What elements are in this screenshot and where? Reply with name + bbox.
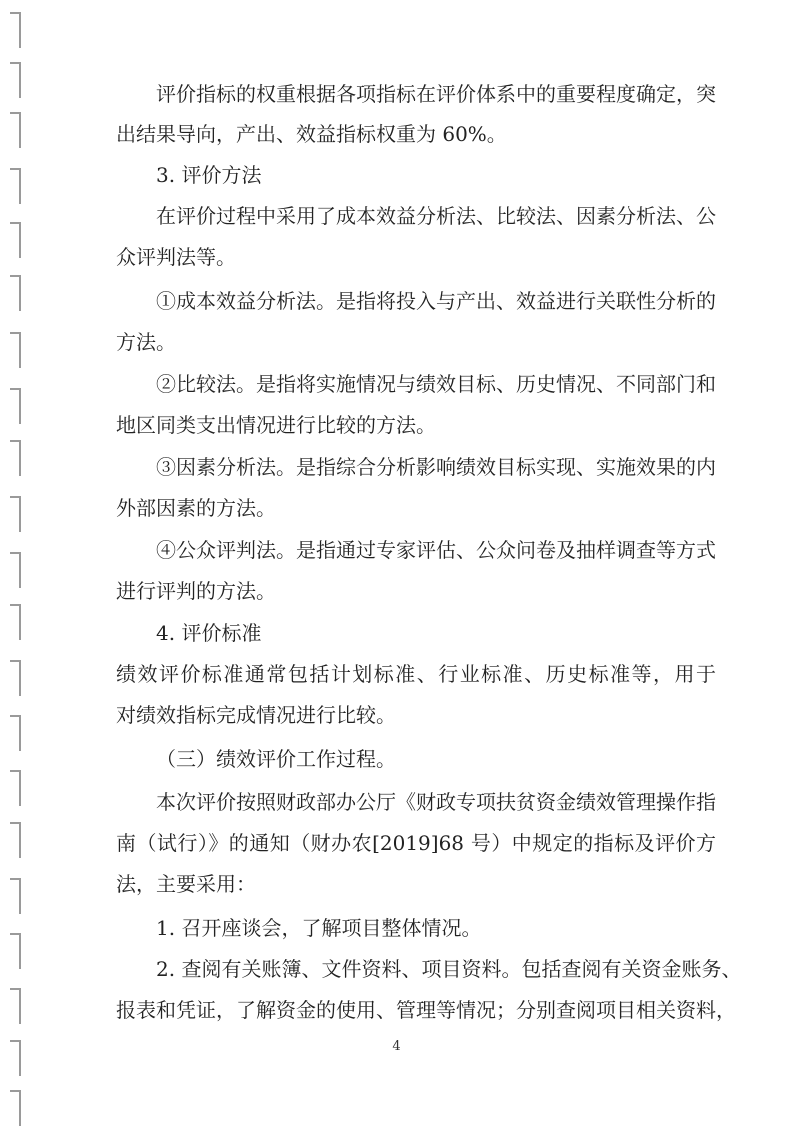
text-line: 地区同类支出情况进行比较的方法。: [116, 413, 436, 437]
text-line: 南（试行）》的通知（财办农[2019]68 号）中规定的指标及评价方: [116, 831, 716, 855]
binding-hole-mark: [10, 388, 21, 424]
binding-hole-mark: [10, 822, 21, 858]
text-line: 在评价过程中采用了成本效益分析法、比较法、因素分析法、公: [156, 204, 716, 228]
binding-hole-mark: [10, 770, 21, 806]
binding-hole-mark: [10, 440, 21, 476]
text-line: 本次评价按照财政部办公厅《财政专项扶贫资金绩效管理操作指: [156, 790, 716, 814]
binding-hole-mark: [10, 604, 21, 640]
list-item-symposium: 1. 召开座谈会，了解项目整体情况。: [156, 916, 482, 940]
text-line: 对绩效指标完成情况进行比较。: [116, 703, 396, 727]
text-line: 法，主要采用：: [116, 872, 256, 896]
binding-hole-mark: [10, 878, 21, 914]
text-line: 2. 查阅有关账簿、文件资料、项目资料。包括查阅有关资金账务、: [156, 957, 742, 981]
binding-hole-mark: [10, 496, 21, 532]
text-line: 绩效评价标准通常包括计划标准、行业标准、历史标准等，用于: [116, 662, 716, 686]
binding-hole-mark: [10, 168, 21, 204]
text-line: 评价指标的权重根据各项指标在评价体系中的重要程度确定，突: [156, 82, 716, 106]
text-line: ①成本效益分析法。是指将投入与产出、效益进行关联性分析的: [156, 289, 716, 313]
text-line: ④公众评判法。是指通过专家评估、公众问卷及抽样调查等方式: [156, 538, 716, 562]
section-heading-work-process: （三）绩效评价工作过程。: [156, 747, 396, 771]
binding-hole-mark: [10, 62, 21, 98]
text-line: 进行评判的方法。: [116, 579, 276, 603]
binding-hole-mark: [10, 988, 21, 1024]
page-number: 4: [392, 1039, 401, 1054]
text-line: ②比较法。是指将实施情况与绩效目标、历史情况、不同部门和: [156, 372, 716, 396]
section-heading-evaluation-standard: 4. 评价标准: [156, 621, 262, 645]
text-line: 报表和凭证，了解资金的使用、管理等情况；分别查阅项目相关资料，: [116, 998, 736, 1022]
text-line: 众评判法等。: [116, 245, 236, 269]
binding-hole-mark: [10, 660, 21, 696]
binding-hole-mark: [10, 12, 21, 48]
binding-hole-mark: [10, 933, 21, 969]
binding-hole-mark: [10, 275, 21, 311]
section-heading-evaluation-method: 3. 评价方法: [156, 163, 262, 187]
binding-hole-mark: [10, 715, 21, 751]
text-line: 方法。: [116, 330, 176, 354]
binding-hole-mark: [10, 332, 21, 368]
binding-margin: [0, 0, 30, 1121]
binding-hole-mark: [10, 552, 21, 588]
text-line: 出结果导向，产出、效益指标权重为 60%。: [116, 122, 507, 146]
binding-hole-mark: [10, 112, 21, 148]
text-line: 外部因素的方法。: [116, 496, 276, 520]
text-line: ③因素分析法。是指综合分析影响绩效目标实现、实施效果的内: [156, 455, 716, 479]
binding-hole-mark: [10, 222, 21, 258]
